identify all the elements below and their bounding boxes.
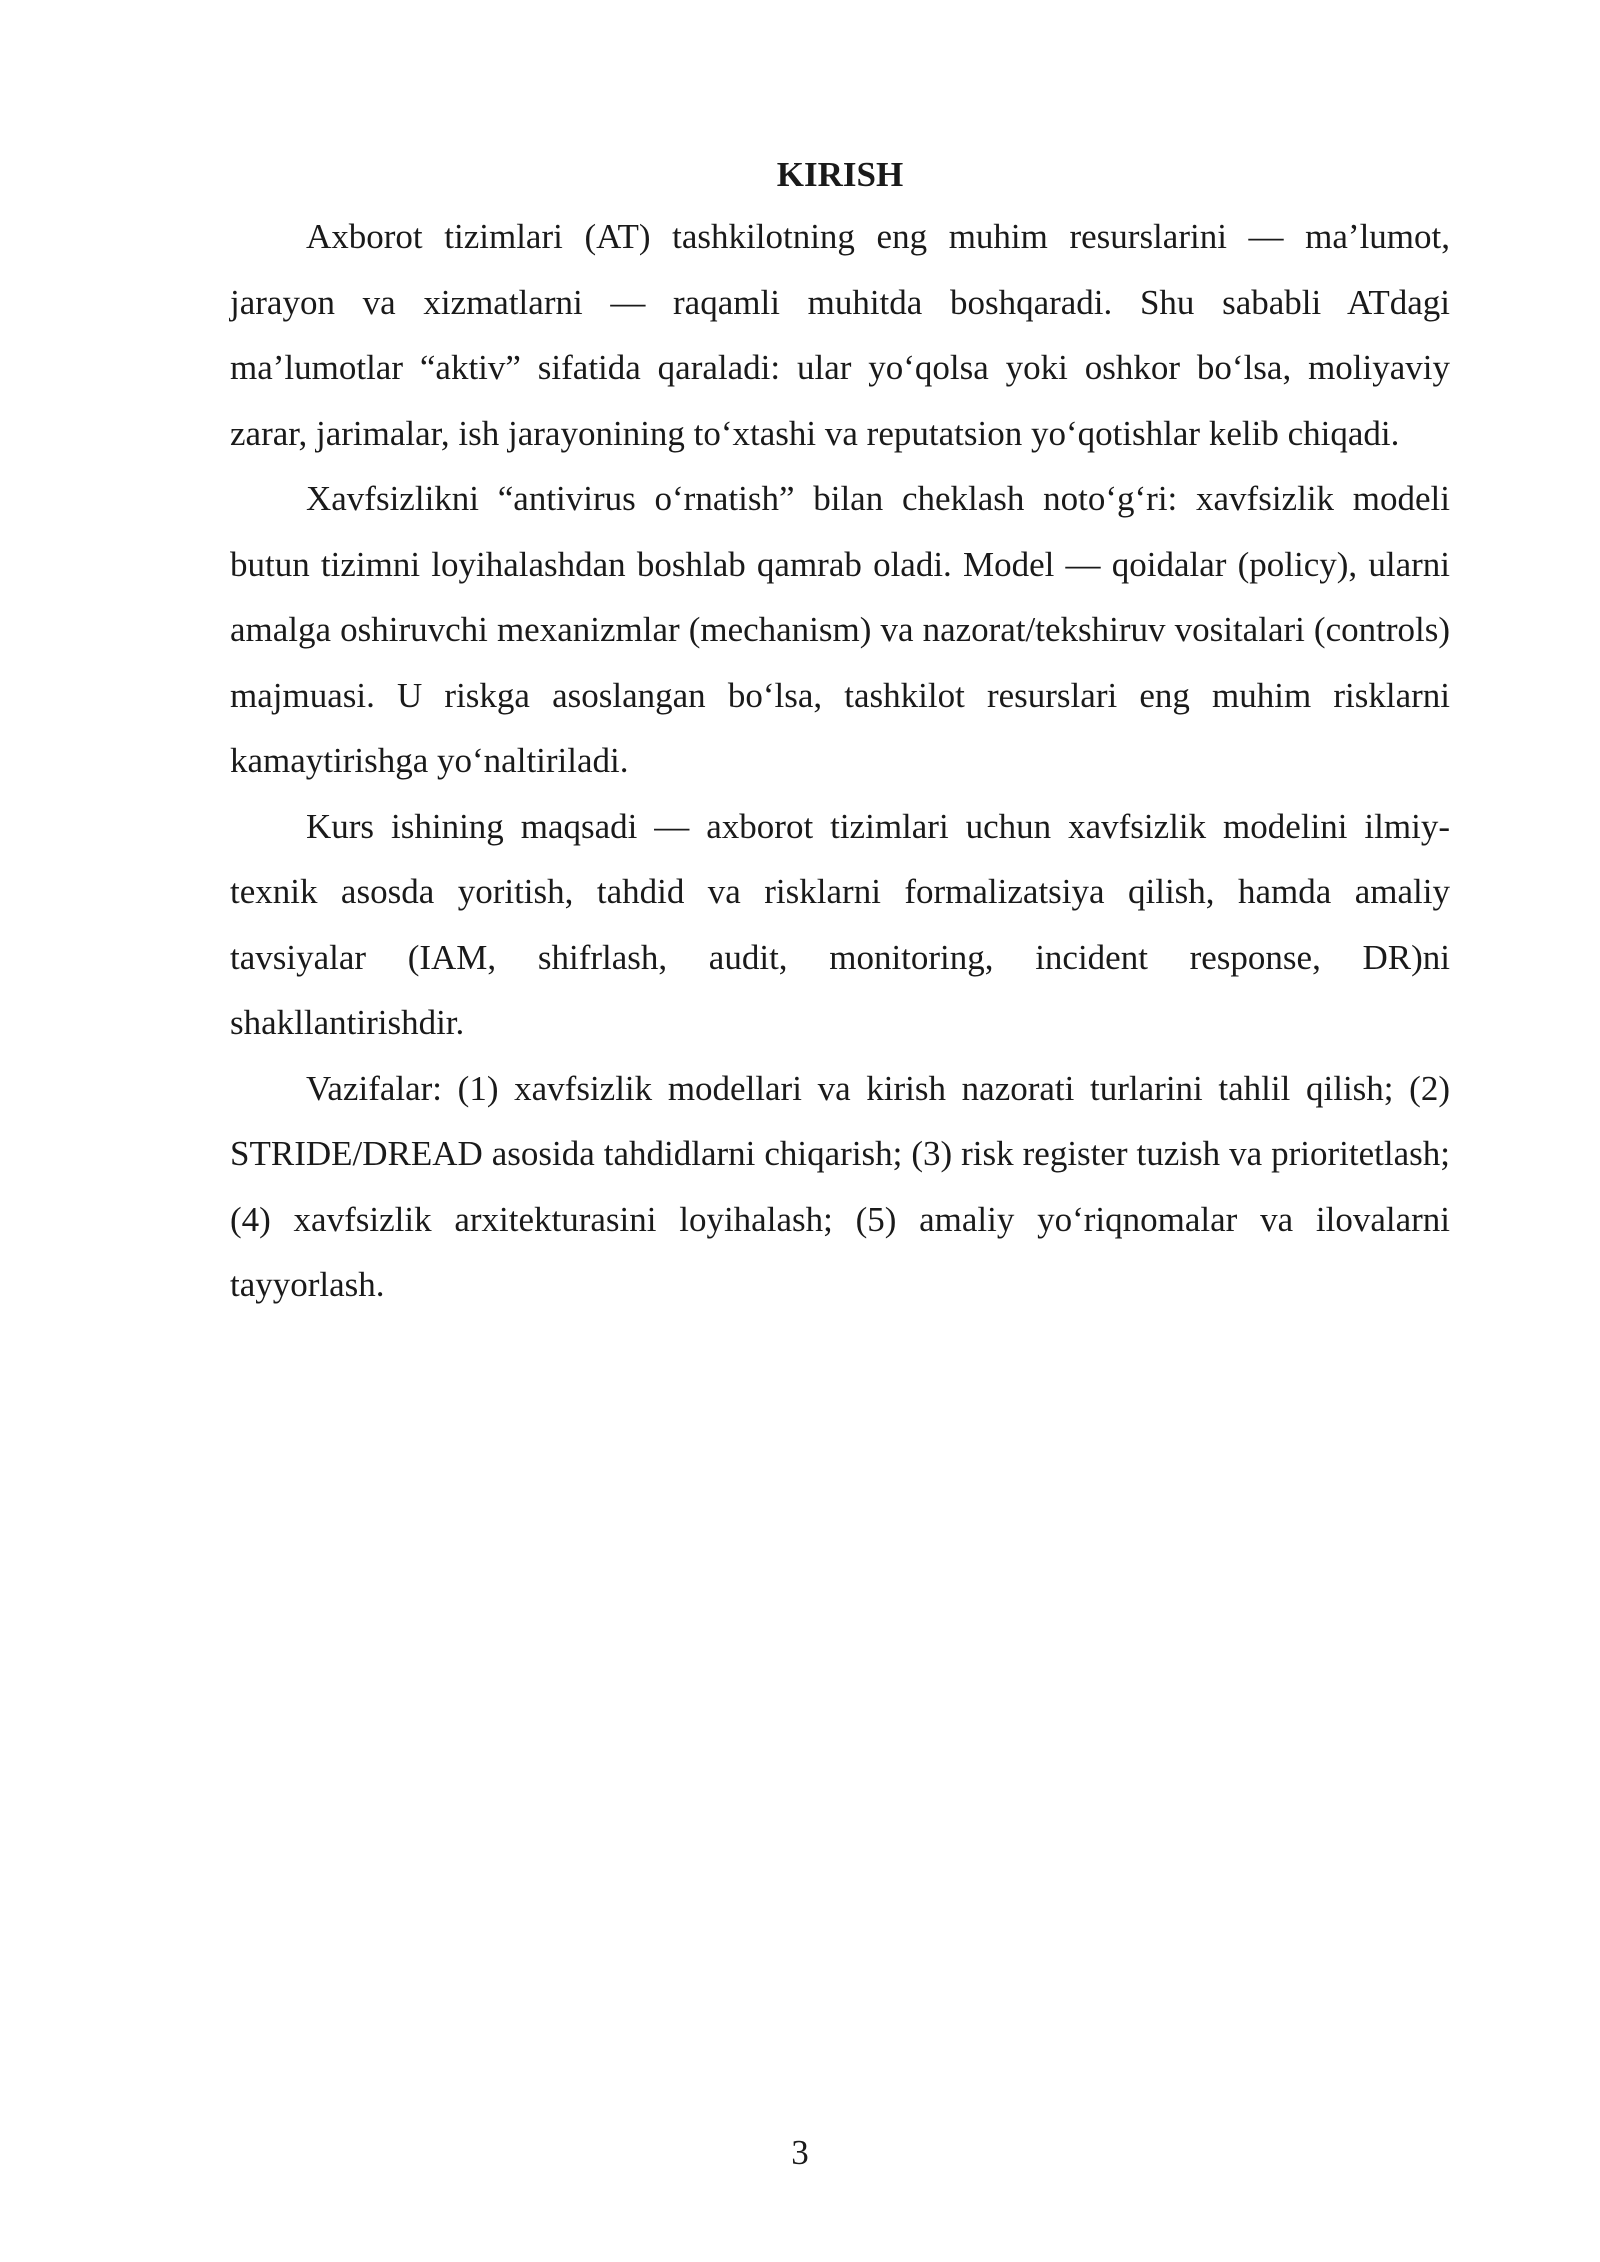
- page-content: [230, 150, 1450, 1318]
- paragraph-security-model: Xavfsizlikni “antivirus o‘rnatish” bilan cheklash noto‘g‘ri: xavfsizlik modeli butun tizimni loyihalashdan boshlab qamrab oladi. Model — qoidalar (policy), ularni amalga oshiruvchi mexanizmlar (mechanism) va nazorat/tekshiruv vositalari (controls) majmuasi. U riskga asoslangan bo‘lsa, tashkilot resurslari eng muhim risklarni kamaytirishga yo‘naltiriladi.: [230, 479, 1450, 780]
- section-title: KIRISH: [776, 155, 904, 194]
- paragraph-intro: Axborot tizimlari (AT) tashkilotning eng muhim resurslarini — ma’lumot, jarayon va xizmatlarni — raqamli muhitda boshqaradi. Shu sababli ATdagi ma’lumotlar “aktiv” sifatida qaraladi: ular yo‘qolsa yoki oshkor bo‘lsa, moliyaviy zarar, jarimalar, ish jarayonining to‘xtashi va reputatsion yo‘qotishlar kelib chiqadi.: [230, 217, 1450, 453]
- paragraph-tasks: Vazifalar: (1) xavfsizlik modellari va kirish nazorati turlarini tahlil qilish; (2) STRIDE/DREAD asosida tahdidlarni chiqarish; (3) risk register tuzish va prioritetlash; (4) xavfsizlik arxitekturasini loyihalash; (5) amaliy yo‘riqnomalar va ilovalarni tayyorlash.: [230, 1068, 1450, 1304]
- paragraph-course-goal: Kurs ishining maqsadi — axborot tizimlari uchun xavfsizlik modelini ilmiy-texnik asosda yoritish, tahdid va risklarni formalizatsiya qilish, hamda amaliy tavsiyalar (IAM, shifrlash, audit, monitoring, incident response, DR)ni shakllantirishdir.: [230, 806, 1450, 1042]
- page-number: 3: [791, 2133, 809, 2172]
